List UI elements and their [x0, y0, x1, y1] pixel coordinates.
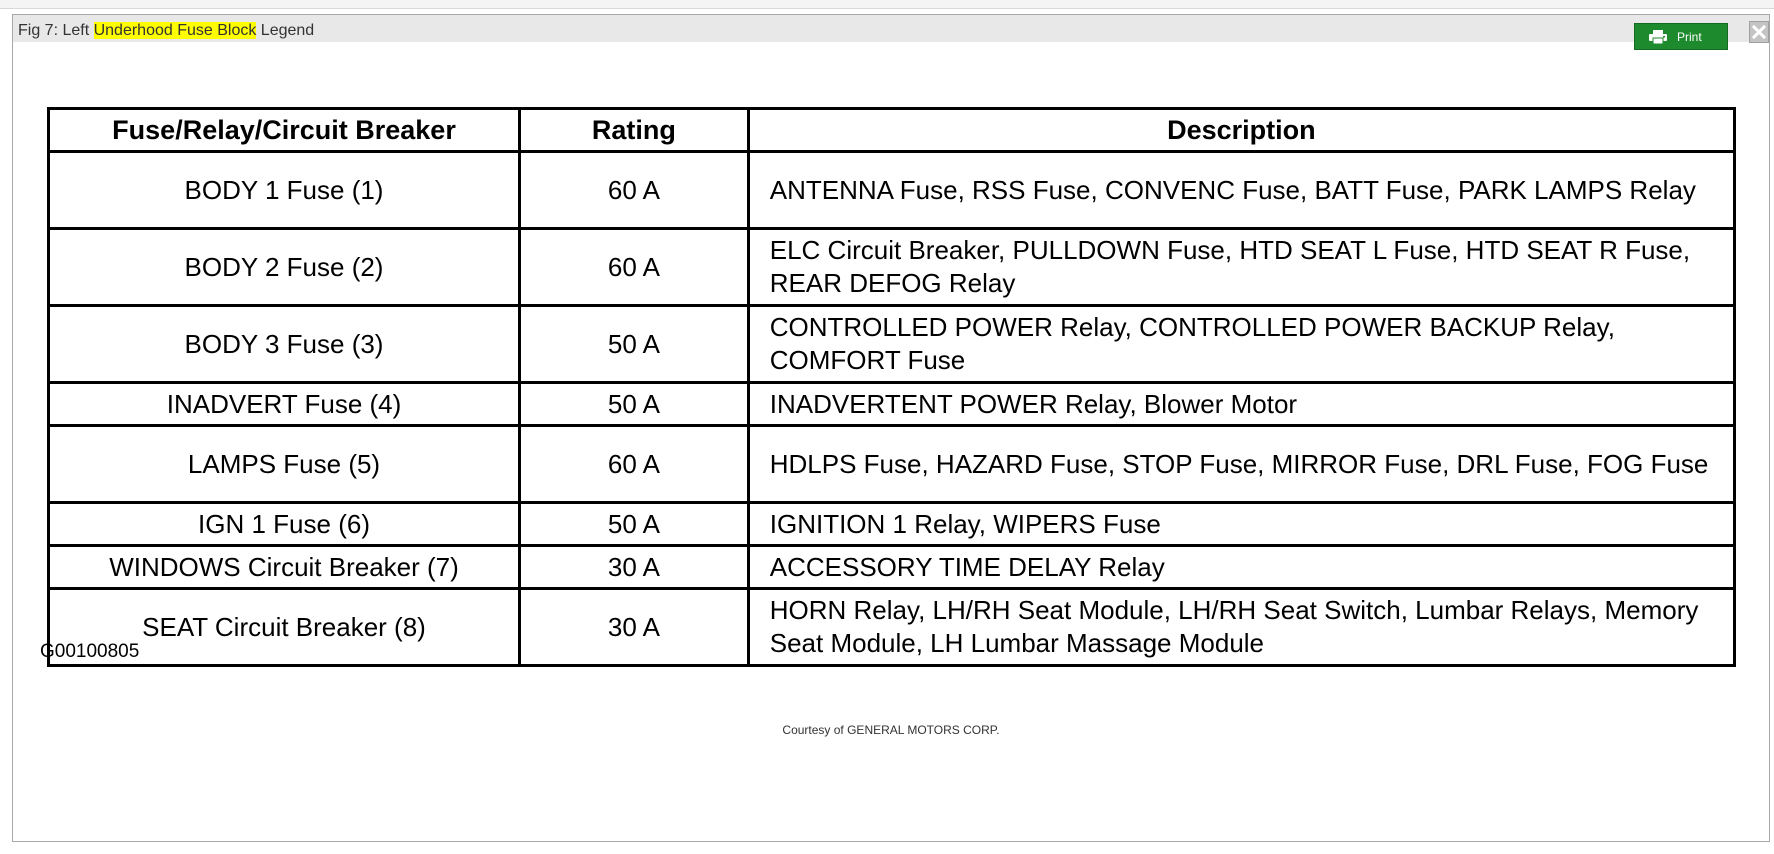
fuse-cell: SEAT Circuit Breaker (8)	[49, 589, 520, 666]
description-cell: CONTROLLED POWER Relay, CONTROLLED POWER BACKUP Relay, COMFORT Fuse	[748, 306, 1734, 383]
title-suffix: Legend	[256, 22, 315, 39]
figure-id: G00100805	[40, 641, 140, 662]
header-fuse: Fuse/Relay/Circuit Breaker	[49, 109, 520, 152]
table-row	[49, 426, 1735, 503]
courtesy-credit: Courtesy of GENERAL MOTORS CORP.	[782, 723, 1000, 737]
table-row	[49, 503, 1735, 546]
figure-dialog	[12, 14, 1770, 842]
print-label: Print	[1677, 29, 1702, 44]
printer-icon	[1648, 29, 1668, 45]
browser-top-strip	[0, 0, 1774, 9]
rating-cell: 60 A	[520, 229, 749, 306]
title-highlight: Underhood Fuse Block	[93, 22, 257, 39]
rating-cell: 50 A	[520, 306, 749, 383]
fuse-cell: IGN 1 Fuse (6)	[49, 503, 520, 546]
header-description: Description	[748, 109, 1734, 152]
table-row	[49, 229, 1735, 306]
title-prefix: Fig 7: Left	[18, 22, 94, 39]
rating-cell: 30 A	[520, 589, 749, 666]
fuse-cell: BODY 2 Fuse (2)	[49, 229, 520, 306]
close-button[interactable]	[1749, 21, 1769, 43]
dialog-title-bar	[13, 15, 1769, 42]
print-button[interactable]	[1634, 23, 1728, 50]
rating-cell: 30 A	[520, 546, 749, 589]
table-header-row	[49, 109, 1735, 152]
table-row	[49, 383, 1735, 426]
close-icon	[1752, 25, 1766, 39]
table-row	[49, 589, 1735, 666]
table-row	[49, 152, 1735, 229]
description-cell: IGNITION 1 Relay, WIPERS Fuse	[748, 503, 1734, 546]
fuse-cell: LAMPS Fuse (5)	[49, 426, 520, 503]
rating-cell: 50 A	[520, 383, 749, 426]
header-rating: Rating	[520, 109, 749, 152]
rating-cell: 60 A	[520, 426, 749, 503]
description-cell: HDLPS Fuse, HAZARD Fuse, STOP Fuse, MIRROR Fuse, DRL Fuse, FOG Fuse	[748, 426, 1734, 503]
fuse-legend-table	[47, 107, 1736, 667]
description-cell: INADVERTENT POWER Relay, Blower Motor	[748, 383, 1734, 426]
table-row	[49, 546, 1735, 589]
dialog-title	[18, 22, 314, 40]
fuse-cell: INADVERT Fuse (4)	[49, 383, 520, 426]
description-cell: ELC Circuit Breaker, PULLDOWN Fuse, HTD SEAT L Fuse, HTD SEAT R Fuse, REAR DEFOG Relay	[748, 229, 1734, 306]
fuse-cell: BODY 3 Fuse (3)	[49, 306, 520, 383]
description-cell: HORN Relay, LH/RH Seat Module, LH/RH Seat Switch, Lumbar Relays, Memory Seat Module, LH Lumbar Massage Module	[748, 589, 1734, 666]
fuse-cell: WINDOWS Circuit Breaker (7)	[49, 546, 520, 589]
rating-cell: 60 A	[520, 152, 749, 229]
fuse-cell: BODY 1 Fuse (1)	[49, 152, 520, 229]
rating-cell: 50 A	[520, 503, 749, 546]
description-cell: ACCESSORY TIME DELAY Relay	[748, 546, 1734, 589]
description-cell: ANTENNA Fuse, RSS Fuse, CONVENC Fuse, BATT Fuse, PARK LAMPS Relay	[748, 152, 1734, 229]
table-row	[49, 306, 1735, 383]
